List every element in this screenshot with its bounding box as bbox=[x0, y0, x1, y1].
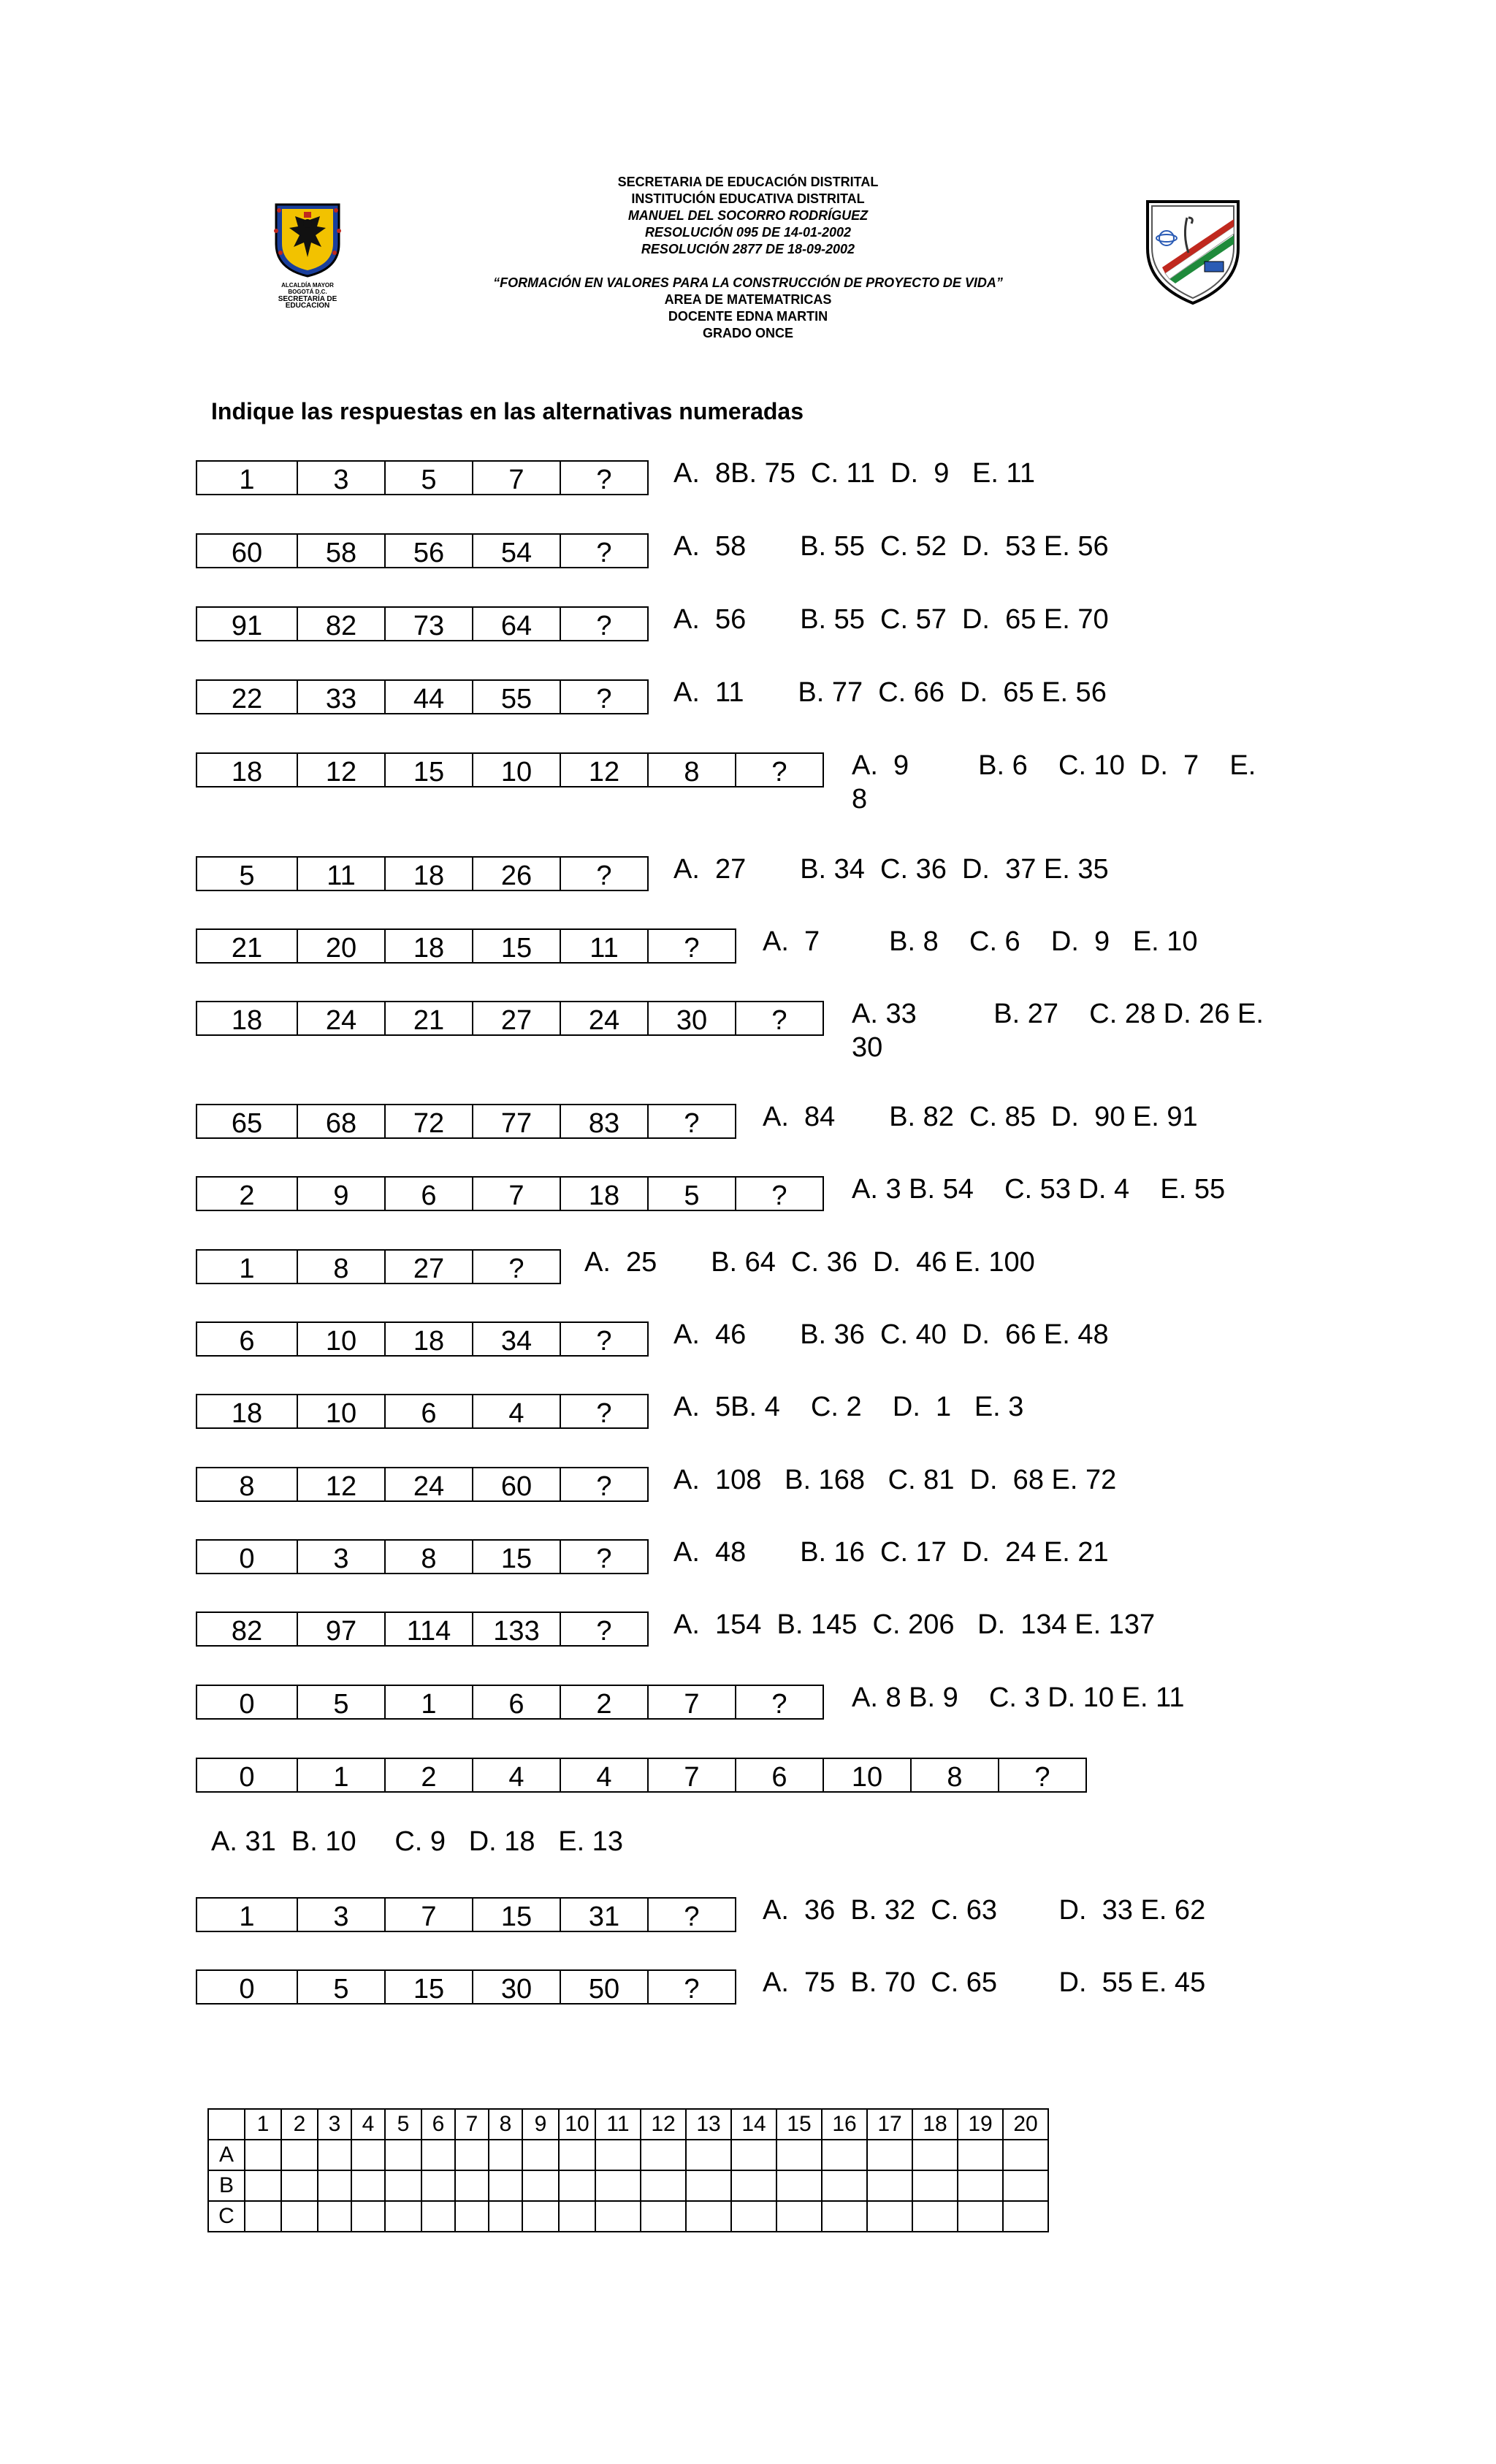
sequence-cell: 20 bbox=[297, 928, 386, 964]
bogota-coat-of-arms-icon bbox=[260, 202, 355, 310]
sequence-cell: 7 bbox=[384, 1897, 473, 1932]
answer-options: A. 27 B. 34 C. 36 D. 37 E. 35 bbox=[673, 854, 1109, 885]
answer-options: A. 36 B. 32 C. 63 D. 33 E. 62 bbox=[763, 1895, 1206, 1926]
header-line-7: AREA DE MATEMATRICAS bbox=[664, 292, 832, 307]
sequence-cell: ? bbox=[560, 606, 649, 641]
sequence-cell: 8 bbox=[297, 1249, 386, 1284]
sequence-cell: 6 bbox=[384, 1394, 473, 1429]
sequence-cell: 5 bbox=[384, 460, 473, 495]
sequence-cell: 21 bbox=[384, 1001, 473, 1036]
sequence-cell: ? bbox=[560, 1539, 649, 1574]
grid-column-header: 17 bbox=[867, 2109, 912, 2140]
sequence-cell: ? bbox=[560, 1467, 649, 1502]
grid-answer-cell[interactable] bbox=[776, 2201, 822, 2232]
sequence-cell: 97 bbox=[297, 1611, 386, 1647]
sequence-cell: 6 bbox=[384, 1176, 473, 1211]
sequence-boxes bbox=[196, 1394, 649, 1429]
grid-answer-cell[interactable] bbox=[559, 2201, 595, 2232]
grid-row-label: C bbox=[208, 2201, 245, 2232]
sequence-cell: 15 bbox=[472, 1897, 561, 1932]
answer-options: A. 11 B. 77 C. 66 D. 65 E. 56 bbox=[673, 677, 1107, 708]
grid-answer-cell[interactable] bbox=[912, 2170, 958, 2201]
answer-options: A. 5B. 4 C. 2 D. 1 E. 3 bbox=[673, 1392, 1024, 1422]
grid-answer-cell[interactable] bbox=[595, 2170, 641, 2201]
sequence-cell: 5 bbox=[297, 1685, 386, 1720]
grid-row bbox=[208, 2201, 1048, 2232]
grid-answer-cell[interactable] bbox=[731, 2201, 776, 2232]
sequence-cell: 68 bbox=[297, 1104, 386, 1139]
sequence-cell: 18 bbox=[196, 1394, 298, 1429]
grid-answer-cell[interactable] bbox=[686, 2170, 731, 2201]
grid-column-header: 4 bbox=[351, 2109, 385, 2140]
sequence-boxes bbox=[196, 1758, 1087, 1793]
answer-options: A. 7 B. 8 C. 6 D. 9 E. 10 bbox=[763, 926, 1198, 957]
sequence-cell: 15 bbox=[472, 1539, 561, 1574]
grid-answer-cell[interactable] bbox=[245, 2170, 281, 2201]
sequence-cell: 15 bbox=[384, 1969, 473, 2005]
sequence-cell: 4 bbox=[560, 1758, 649, 1793]
school-crest-icon bbox=[1143, 197, 1243, 307]
answer-options: A. 3 B. 54 C. 53 D. 4 E. 55 bbox=[852, 1174, 1226, 1205]
sequence-cell: 12 bbox=[560, 752, 649, 787]
grid-column-header: 8 bbox=[489, 2109, 522, 2140]
sequence-cell: 44 bbox=[384, 679, 473, 714]
grid-answer-cell[interactable] bbox=[489, 2140, 522, 2170]
sequence-cell: 3 bbox=[297, 1897, 386, 1932]
sequence-boxes bbox=[196, 460, 649, 495]
answer-options-q18: A. 31 B. 10 C. 9 D. 18 E. 13 bbox=[211, 1826, 623, 1857]
answer-options: A. 56 B. 55 C. 57 D. 65 E. 70 bbox=[673, 604, 1109, 635]
sequence-cell: 8 bbox=[647, 752, 736, 787]
header-line-1: SECRETARIA DE EDUCACIÓN DISTRITAL bbox=[617, 175, 879, 189]
grid-answer-cell[interactable] bbox=[455, 2201, 489, 2232]
header-line-2: INSTITUCIÓN EDUCATIVA DISTRITAL bbox=[631, 191, 865, 206]
sequence-cell: 58 bbox=[297, 533, 386, 568]
grid-answer-cell[interactable] bbox=[281, 2140, 318, 2170]
logo-caption-3: SECRETARÍA DE EDUCACION bbox=[278, 295, 337, 310]
grid-column-header: 16 bbox=[822, 2109, 867, 2140]
sequence-cell: 2 bbox=[384, 1758, 473, 1793]
sequence-cell: 12 bbox=[297, 752, 386, 787]
grid-answer-cell[interactable] bbox=[1003, 2201, 1048, 2232]
sequence-cell: ? bbox=[647, 1969, 736, 2005]
header-line-6: “FORMACIÓN EN VALORES PARA LA CONSTRUCCIÓN DE PROYECTO DE VIDA” bbox=[493, 275, 1003, 290]
grid-answer-cell[interactable] bbox=[641, 2170, 686, 2201]
sequence-cell: 18 bbox=[384, 1321, 473, 1357]
sequence-boxes bbox=[196, 606, 649, 641]
sequence-cell: 27 bbox=[472, 1001, 561, 1036]
grid-column-header: 20 bbox=[1003, 2109, 1048, 2140]
sequence-cell: 91 bbox=[196, 606, 298, 641]
sequence-cell: ? bbox=[560, 1321, 649, 1357]
grid-column-header: 12 bbox=[641, 2109, 686, 2140]
grid-column-header: 1 bbox=[245, 2109, 281, 2140]
grid-answer-cell[interactable] bbox=[318, 2170, 351, 2201]
grid-column-header: 7 bbox=[455, 2109, 489, 2140]
sequence-boxes bbox=[196, 679, 649, 714]
grid-answer-cell[interactable] bbox=[421, 2140, 455, 2170]
sequence-cell: 83 bbox=[560, 1104, 649, 1139]
sequence-boxes bbox=[196, 1321, 649, 1357]
sequence-cell: ? bbox=[560, 856, 649, 891]
grid-answer-cell[interactable] bbox=[686, 2201, 731, 2232]
sequence-cell: 65 bbox=[196, 1104, 298, 1139]
sequence-cell: 0 bbox=[196, 1758, 298, 1793]
sequence-cell: 55 bbox=[472, 679, 561, 714]
sequence-cell: 6 bbox=[196, 1321, 298, 1357]
sequence-cell: 24 bbox=[384, 1467, 473, 1502]
grid-answer-cell[interactable] bbox=[522, 2201, 559, 2232]
answer-options: A. 9 B. 6 C. 10 D. 7 E. 8 bbox=[852, 750, 1256, 815]
instructions: Indique las respuestas en las alternativas numeradas bbox=[211, 398, 804, 424]
answer-options: A. 154 B. 145 C. 206 D. 134 E. 137 bbox=[673, 1609, 1156, 1640]
grid-answer-cell[interactable] bbox=[641, 2201, 686, 2232]
sequence-boxes bbox=[196, 1969, 736, 2005]
sequence-cell: ? bbox=[735, 1685, 824, 1720]
sequence-cell: 24 bbox=[560, 1001, 649, 1036]
sequence-cell: 24 bbox=[297, 1001, 386, 1036]
grid-answer-cell[interactable] bbox=[822, 2170, 867, 2201]
sequence-cell: 18 bbox=[384, 928, 473, 964]
sequence-cell: 0 bbox=[196, 1539, 298, 1574]
sequence-cell: 1 bbox=[297, 1758, 386, 1793]
sequence-cell: 10 bbox=[472, 752, 561, 787]
logo-caption-1: ALCALDÍA MAYOR bbox=[281, 282, 334, 289]
sequence-cell: 6 bbox=[735, 1758, 824, 1793]
grid-answer-cell[interactable] bbox=[351, 2140, 385, 2170]
sequence-cell: ? bbox=[560, 679, 649, 714]
logo-caption-2: BOGOTÁ D.C. bbox=[288, 289, 327, 295]
sequence-cell: 18 bbox=[196, 752, 298, 787]
sequence-boxes bbox=[196, 1611, 649, 1647]
grid-answer-cell[interactable] bbox=[731, 2140, 776, 2170]
header-line-5: RESOLUCIÓN 2877 DE 18-09-2002 bbox=[641, 242, 855, 256]
grid-answer-cell[interactable] bbox=[351, 2170, 385, 2201]
sequence-boxes bbox=[196, 1001, 824, 1036]
grid-column-header: 2 bbox=[281, 2109, 318, 2140]
answer-options: A. 8 B. 9 C. 3 D. 10 E. 11 bbox=[852, 1682, 1185, 1713]
sequence-cell: 7 bbox=[647, 1685, 736, 1720]
sequence-cell: 10 bbox=[297, 1321, 386, 1357]
grid-column-header: 11 bbox=[595, 2109, 641, 2140]
grid-answer-cell[interactable] bbox=[281, 2201, 318, 2232]
sequence-cell: 1 bbox=[196, 460, 298, 495]
grid-column-header: 10 bbox=[559, 2109, 595, 2140]
sequence-cell: 27 bbox=[384, 1249, 473, 1284]
header-line-4: RESOLUCIÓN 095 DE 14-01-2002 bbox=[644, 225, 852, 240]
sequence-cell: ? bbox=[735, 1176, 824, 1211]
grid-answer-cell[interactable] bbox=[522, 2170, 559, 2201]
sequence-cell: ? bbox=[735, 752, 824, 787]
sequence-cell: 5 bbox=[196, 856, 298, 891]
sequence-cell: 33 bbox=[297, 679, 386, 714]
grid-answer-cell[interactable] bbox=[245, 2140, 281, 2170]
grid-row-label: B bbox=[208, 2170, 245, 2201]
sequence-cell: 6 bbox=[472, 1685, 561, 1720]
grid-answer-cell[interactable] bbox=[421, 2201, 455, 2232]
sequence-cell: 1 bbox=[196, 1897, 298, 1932]
sequence-cell: 22 bbox=[196, 679, 298, 714]
sequence-cell: 2 bbox=[196, 1176, 298, 1211]
sequence-cell: 10 bbox=[297, 1394, 386, 1429]
answer-options: A. 84 B. 82 C. 85 D. 90 E. 91 bbox=[763, 1102, 1198, 1132]
grid-header-row bbox=[208, 2109, 1048, 2140]
sequence-cell: ? bbox=[998, 1758, 1087, 1793]
sequence-cell: 2 bbox=[560, 1685, 649, 1720]
sequence-cell: 54 bbox=[472, 533, 561, 568]
sequence-cell: 18 bbox=[560, 1176, 649, 1211]
sequence-cell: 3 bbox=[297, 460, 386, 495]
sequence-boxes bbox=[196, 752, 824, 787]
sequence-cell: 72 bbox=[384, 1104, 473, 1139]
sequence-cell: ? bbox=[647, 928, 736, 964]
grid-column-header: 14 bbox=[731, 2109, 776, 2140]
grid-answer-cell[interactable] bbox=[421, 2170, 455, 2201]
grid-answer-cell[interactable] bbox=[595, 2201, 641, 2232]
answer-options: A. 46 B. 36 C. 40 D. 66 E. 48 bbox=[673, 1319, 1109, 1350]
grid-column-header: 3 bbox=[318, 2109, 351, 2140]
grid-answer-cell[interactable] bbox=[455, 2170, 489, 2201]
grid-column-header: 15 bbox=[776, 2109, 822, 2140]
grid-column-header: 18 bbox=[912, 2109, 958, 2140]
grid-row-label: A bbox=[208, 2140, 245, 2170]
sequence-cell: 1 bbox=[196, 1249, 298, 1284]
grid-column-header: 9 bbox=[522, 2109, 559, 2140]
sequence-cell: 77 bbox=[472, 1104, 561, 1139]
sequence-cell: 5 bbox=[647, 1176, 736, 1211]
sequence-cell: 0 bbox=[196, 1685, 298, 1720]
grid-answer-cell[interactable] bbox=[1003, 2170, 1048, 2201]
grid-answer-cell[interactable] bbox=[641, 2140, 686, 2170]
sequence-cell: 8 bbox=[384, 1539, 473, 1574]
sequence-boxes bbox=[196, 1176, 824, 1211]
grid-answer-cell[interactable] bbox=[489, 2170, 522, 2201]
grid-answer-cell[interactable] bbox=[559, 2170, 595, 2201]
sequence-cell: 50 bbox=[560, 1969, 649, 2005]
document-header bbox=[0, 174, 1496, 342]
sequence-cell: 18 bbox=[384, 856, 473, 891]
sequence-boxes bbox=[196, 533, 649, 568]
sequence-cell: 73 bbox=[384, 606, 473, 641]
grid-answer-cell[interactable] bbox=[281, 2170, 318, 2201]
header-line-8: DOCENTE EDNA MARTIN bbox=[668, 309, 828, 324]
sequence-cell: ? bbox=[560, 1394, 649, 1429]
grid-answer-cell[interactable] bbox=[912, 2140, 958, 2170]
grid-answer-cell[interactable] bbox=[958, 2170, 1003, 2201]
answer-options: A. 108 B. 168 C. 81 D. 68 E. 72 bbox=[673, 1465, 1117, 1495]
sequence-cell: 64 bbox=[472, 606, 561, 641]
grid-answer-cell[interactable] bbox=[245, 2201, 281, 2232]
sequence-cell: 8 bbox=[910, 1758, 999, 1793]
sequence-cell: 31 bbox=[560, 1897, 649, 1932]
sequence-cell: 7 bbox=[472, 1176, 561, 1211]
sequence-boxes bbox=[196, 856, 649, 891]
sequence-cell: 0 bbox=[196, 1969, 298, 2005]
sequence-boxes bbox=[196, 1897, 736, 1932]
grid-answer-cell[interactable] bbox=[385, 2201, 421, 2232]
sequence-boxes bbox=[196, 1539, 649, 1574]
grid-answer-cell[interactable] bbox=[489, 2201, 522, 2232]
header-line-3: MANUEL DEL SOCORRO RODRÍGUEZ bbox=[627, 208, 869, 223]
grid-answer-cell[interactable] bbox=[958, 2140, 1003, 2170]
grid-answer-cell[interactable] bbox=[559, 2140, 595, 2170]
grid-column-header: 13 bbox=[686, 2109, 731, 2140]
grid-column-header: 19 bbox=[958, 2109, 1003, 2140]
sequence-boxes bbox=[196, 1685, 824, 1720]
sequence-cell: 9 bbox=[297, 1176, 386, 1211]
answer-options: A. 25 B. 64 C. 36 D. 46 E. 100 bbox=[584, 1247, 1035, 1278]
grid-answer-cell[interactable] bbox=[318, 2201, 351, 2232]
sequence-cell: ? bbox=[647, 1897, 736, 1932]
sequence-boxes bbox=[196, 1104, 736, 1139]
grid-answer-cell[interactable] bbox=[455, 2140, 489, 2170]
sequence-cell: ? bbox=[560, 460, 649, 495]
header-line-9: GRADO ONCE bbox=[702, 326, 793, 340]
grid-answer-cell[interactable] bbox=[731, 2170, 776, 2201]
sequence-cell: 60 bbox=[472, 1467, 561, 1502]
grid-answer-cell[interactable] bbox=[958, 2201, 1003, 2232]
sequence-cell: ? bbox=[647, 1104, 736, 1139]
sequence-cell: 30 bbox=[472, 1969, 561, 2005]
sequence-cell: 11 bbox=[560, 928, 649, 964]
sequence-cell: 82 bbox=[297, 606, 386, 641]
grid-answer-cell[interactable] bbox=[522, 2140, 559, 2170]
sequence-cell: 133 bbox=[472, 1611, 561, 1647]
sequence-cell: 11 bbox=[297, 856, 386, 891]
sequence-cell: 12 bbox=[297, 1467, 386, 1502]
grid-row bbox=[208, 2170, 1048, 2201]
sequence-cell: 4 bbox=[472, 1758, 561, 1793]
sequence-cell: 10 bbox=[823, 1758, 912, 1793]
answer-options: A. 33 B. 27 C. 28 D. 26 E. 30 bbox=[852, 999, 1264, 1063]
grid-answer-cell[interactable] bbox=[867, 2201, 912, 2232]
sequence-cell: 60 bbox=[196, 533, 298, 568]
grid-answer-cell[interactable] bbox=[686, 2140, 731, 2170]
grid-answer-cell[interactable] bbox=[351, 2201, 385, 2232]
sequence-cell: 7 bbox=[472, 460, 561, 495]
grid-answer-cell[interactable] bbox=[385, 2140, 421, 2170]
grid-row bbox=[208, 2140, 1048, 2170]
grid-answer-cell[interactable] bbox=[822, 2201, 867, 2232]
grid-answer-cell[interactable] bbox=[776, 2140, 822, 2170]
sequence-cell: 5 bbox=[297, 1969, 386, 2005]
sequence-cell: 21 bbox=[196, 928, 298, 964]
answer-options: A. 8B. 75 C. 11 D. 9 E. 11 bbox=[673, 458, 1035, 489]
sequence-boxes bbox=[196, 1249, 561, 1284]
sequence-cell: 7 bbox=[647, 1758, 736, 1793]
sequence-cell: ? bbox=[735, 1001, 824, 1036]
sequence-cell: 4 bbox=[472, 1394, 561, 1429]
answer-options: A. 58 B. 55 C. 52 D. 53 E. 56 bbox=[673, 531, 1109, 562]
sequence-cell: ? bbox=[560, 1611, 649, 1647]
sequence-cell: 56 bbox=[384, 533, 473, 568]
sequence-cell: 82 bbox=[196, 1611, 298, 1647]
sequence-cell: 15 bbox=[472, 928, 561, 964]
sequence-cell: 18 bbox=[196, 1001, 298, 1036]
sequence-cell: 34 bbox=[472, 1321, 561, 1357]
grid-answer-cell[interactable] bbox=[867, 2140, 912, 2170]
sequence-cell: 1 bbox=[384, 1685, 473, 1720]
sequence-cell: 3 bbox=[297, 1539, 386, 1574]
grid-corner-cell bbox=[208, 2109, 245, 2140]
sequence-cell: ? bbox=[472, 1249, 561, 1284]
sequence-cell: 30 bbox=[647, 1001, 736, 1036]
sequence-boxes bbox=[196, 928, 736, 964]
sequence-cell: 26 bbox=[472, 856, 561, 891]
grid-answer-cell[interactable] bbox=[385, 2170, 421, 2201]
grid-answer-cell[interactable] bbox=[912, 2201, 958, 2232]
answer-grid bbox=[207, 2108, 1049, 2232]
sequence-boxes bbox=[196, 1467, 649, 1502]
sequence-cell: ? bbox=[560, 533, 649, 568]
answer-options: A. 48 B. 16 C. 17 D. 24 E. 21 bbox=[673, 1537, 1109, 1568]
grid-column-header: 6 bbox=[421, 2109, 455, 2140]
answer-options: A. 75 B. 70 C. 65 D. 55 E. 45 bbox=[763, 1967, 1206, 1998]
sequence-cell: 114 bbox=[384, 1611, 473, 1647]
grid-column-header: 5 bbox=[385, 2109, 421, 2140]
grid-answer-cell[interactable] bbox=[776, 2170, 822, 2201]
grid-answer-cell[interactable] bbox=[595, 2140, 641, 2170]
sequence-cell: 8 bbox=[196, 1467, 298, 1502]
grid-answer-cell[interactable] bbox=[822, 2140, 867, 2170]
grid-answer-cell[interactable] bbox=[867, 2170, 912, 2201]
grid-answer-cell[interactable] bbox=[1003, 2140, 1048, 2170]
grid-answer-cell[interactable] bbox=[318, 2140, 351, 2170]
sequence-cell: 15 bbox=[384, 752, 473, 787]
